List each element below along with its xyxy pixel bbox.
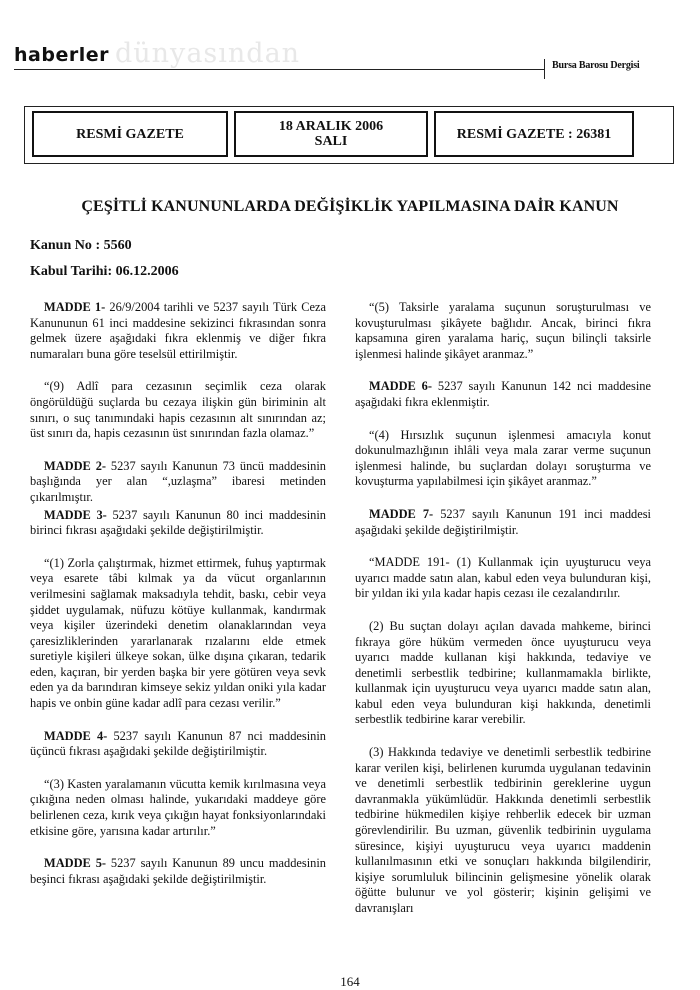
article-paragraph — [30, 508, 326, 539]
article-text: 5237 sayılı Kanunun 142 nci maddesine aşağıdaki fıkra eklenmiştir. — [355, 379, 651, 409]
article-paragraph — [355, 379, 651, 410]
article-paragraph — [355, 300, 651, 362]
article-paragraph — [30, 856, 326, 887]
article-text: “(4) Hırsızlık suçunun işlenmesi amacıyla konut dokunulmazlığının ihlâli veya mala zarar verme suçunun işlenmesi halinde, bu suçlardan dolayı soruşturma ve kovuşturma yapılabilmesi için şikâyet aranmaz.” — [355, 427, 651, 489]
article-paragraph — [30, 459, 326, 506]
law-accept-date — [30, 264, 179, 280]
gazette-date: 18 ARALIK 2006 — [278, 119, 384, 134]
article-text: “(3) Kasten yaralamanın vücutta kemik kırılmasına veya çıkığına neden olması halinde, yukarıdaki maddeye göre belirlenen ceza, kırık veya çıkığın hayat fonksiyonlarındaki etkisine göre, yarısına kadar artırılır.” — [30, 776, 326, 838]
article-text: “(1) Zorla çalıştırmak, hizmet ettirmek, fuhuş yaptırmak veya esarete tâbi kılmak ya da vücut organlarının verilmesini sağlamak maksadıyla tehdit, baskı, cebir veya şiddet uygulamak, nüfuzu kötüye kullanmak, kandırmak veya kişiler üzerindeki denetim olanaklarından veya çaresizliklerinden yararlanarak rızalarını elde etmek suretiyle kişileri ülkeye sokan, ülke dışına çıkaran, tedarik eden, kaçıran, bir yerden başka bir yere götüren veya sevk eden ya da barındıran kimseye sekiz yıldan oniki yıla kadar hapis ve onbin güne kadar adlî para cezası verilir.” — [30, 555, 326, 711]
journal-name: Bursa Barosu Dergisi — [552, 60, 640, 71]
law-number-label: Kanun No — [30, 238, 92, 253]
article-text: 5237 sayılı Kanunun 87 nci maddesinin üçüncü fıkrası aşağıdaki şekilde değiştirilmiştir. — [30, 728, 326, 759]
section-ghost-text: dünyasından — [115, 38, 301, 69]
gazette-name: RESMİ GAZETE — [76, 126, 184, 142]
gazette-day: SALI — [314, 134, 348, 149]
gazette-number: RESMİ GAZETE : 26381 — [456, 126, 612, 142]
article-text: 5237 sayılı Kanunun 80 inci maddesinin birinci fıkrası aşağıdaki şekilde değiştirilmiştir. — [30, 507, 326, 538]
page-number: 164 — [340, 974, 360, 989]
article-text: “(9) Adlî para cezasının seçimlik ceza olarak öngörüldüğü suçlarda bu cezaya ilişkin gün biriminin alt sınırı, o suç tanımındaki hapis cezasının alt sınırından az; üst sınırı da, hapis cezasının üst sınırından fazla olamaz.” — [30, 379, 326, 441]
article-text: 5237 sayılı Kanunun 191 inci maddesi aşağıdaki şekilde değiştirilmiştir. — [355, 506, 651, 537]
article-label: MADDE 5- — [44, 856, 107, 871]
header-tick — [544, 59, 545, 79]
page-header — [0, 38, 700, 78]
article-paragraph — [30, 556, 326, 712]
article-text: 5237 sayılı Kanunun 73 üncü maddesinin başlığında yer alan “,uzlaşma” ibaresi metinden çıkarılmıştır. — [30, 458, 326, 504]
article-label: MADDE 6- — [369, 379, 432, 394]
gazette-date-box — [234, 111, 428, 157]
article-label: MADDE 1- — [44, 300, 106, 314]
law-number — [30, 238, 132, 254]
article-paragraph — [30, 729, 326, 760]
section-title: haberler — [14, 44, 109, 66]
article-text: 26/9/2004 tarihli ve 5237 sayılı Türk Ceza Kanununun 61 inci maddesine sekizinci fıkrasından sonra gelmek üzere aşağıdaki fıkra eklenmiş ve diğer fıkra numaraları buna göre teselsül ettirilmiştir. — [30, 300, 326, 361]
article-paragraph — [30, 777, 326, 839]
gazette-number-box — [434, 111, 634, 157]
article-label: MADDE 4- — [44, 728, 108, 743]
article-label: MADDE 3- — [44, 507, 107, 522]
article-paragraph — [355, 555, 651, 602]
gazette-left-box — [32, 111, 228, 157]
article-paragraph — [355, 507, 651, 538]
right-column — [355, 300, 651, 934]
article-text: “(5) Taksirle yaralama suçunun soruşturulması ve kovuşturulması şikâyete bağlıdır. Ancak, birinci fıkra kapsamına giren yaralama hariç, suçun bilinçli taksirle işlenmesi halinde şikâyet aranmaz.” — [355, 300, 651, 361]
law-title: ÇEŞİTLİ KANUNUNLARDA DEĞİŞİKLİK YAPILMASINA DAİR KANUN — [81, 198, 619, 215]
article-text: (3) Hakkında tedaviye ve denetimli serbestlik tedbirine karar verilen kişi, belirlenen kurumda uygulanan tedavinin ve denetimli serbestlik tedbirinin gereklerine uygun davranmakla yükümlüdür. Hakkında denetimli serbestlik tedbirine hükmedilen kişiye rehberlik edecek bir uzman görevlendirilir. Bu uzman, güvenlik tedbirinin uygulama süresince, kişiyi uyuşturucu veya uyarıcı maddenin kullanılmasının etki ve sonuçları hakkında bilgilendirir, kişiye sorumluluk bilincinin gelişmesine yönelik olarak öğütte bulunur ve yol gösterir; kişinin gelişimi ve davranışları — [355, 745, 651, 915]
left-column — [30, 300, 326, 904]
law-accept-value: : 06.12.2006 — [107, 264, 179, 279]
article-paragraph — [30, 300, 326, 362]
article-text: 5237 sayılı Kanunun 89 uncu maddesinin beşinci fıkrası aşağıdaki şekilde değiştirilmiştir. — [30, 856, 326, 886]
article-label: MADDE 2- — [44, 458, 107, 473]
law-number-value: : 5560 — [95, 238, 132, 253]
law-accept-label: Kabul Tarihi — [30, 264, 108, 279]
article-paragraph — [30, 379, 326, 441]
article-paragraph — [355, 745, 651, 917]
article-paragraph — [355, 428, 651, 490]
article-text: (2) Bu suçtan dolayı açılan davada mahkeme, birinci fıkraya göre hüküm vermeden önce uyuşturucu veya uyarıcı madde kullanan kişi hakkında, tedaviye ve denetimli serbestlik tedbirine; kullanmamakla birlikte, kullanmak için uyuşturucu veya uyarıcı madde satın alan, kabul eden veya bulunduran kişi hakkında, denetimli serbestlik tedbirine karar verebilir. — [355, 618, 651, 727]
article-text: “MADDE 191- (1) Kullanmak için uyuşturucu veya uyarıcı madde satın alan, kabul eden veya bulunduran kişi, bir yıldan iki yıla kadar hapis cezası ile cezalandırılır. — [355, 555, 651, 601]
header-rule — [14, 69, 544, 70]
article-label: MADDE 7- — [369, 506, 434, 521]
article-paragraph — [355, 619, 651, 728]
